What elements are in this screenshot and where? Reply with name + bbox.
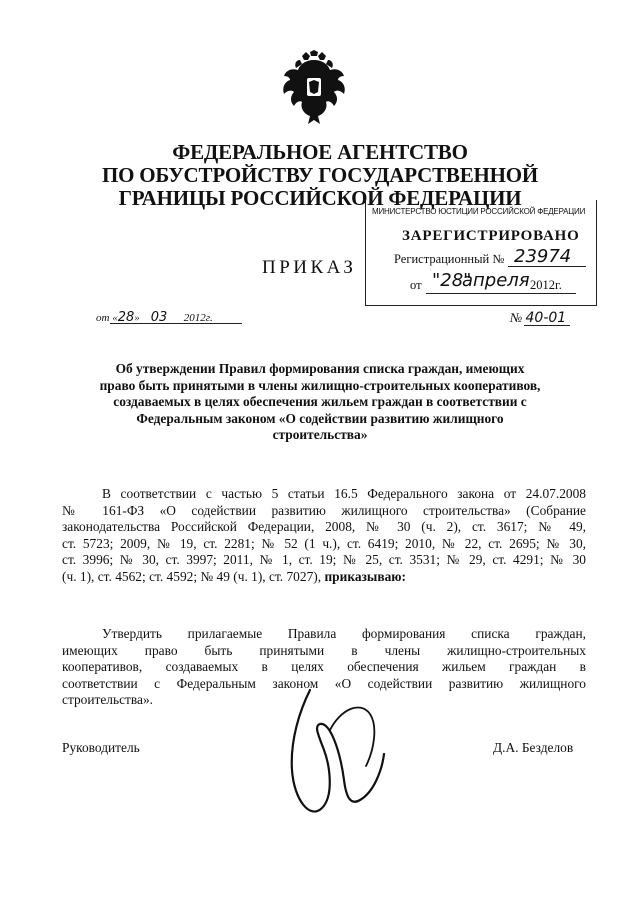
registration-stamp: [365, 200, 597, 306]
stamp-year: 2012г.: [530, 278, 562, 292]
order-title: ПРИКАЗ: [262, 257, 357, 278]
order-subject-heading: [65, 361, 575, 444]
order-date-prefix: от «: [96, 312, 118, 324]
directive-line: имеющих право быть принятыми в члены жилищно-строительных: [62, 642, 586, 658]
preamble-line: ст. 3996; № 30, ст. 3997; 2011, № 1, ст. 19; № 25, ст. 3531; № 29, ст. 4291; № 30: [62, 552, 586, 567]
order-date-mid: »: [134, 312, 140, 324]
preamble-last-line: [62, 569, 586, 586]
preamble-line: № 161-ФЗ «О содействии развитию жилищного строительства» (Собрание: [62, 502, 586, 518]
preamble-line: законодательства Российской Федерации, 2008, № 30 (ч. 2), ст. 3617; № 49,: [62, 519, 586, 534]
stamp-number-underline: [508, 266, 586, 267]
stamp-registered: ЗАРЕГИСТРИРОВАНО: [402, 228, 580, 244]
order-number-value: 40-01: [525, 310, 567, 326]
order-number-underline: [524, 325, 570, 326]
order-number-prefix: №: [510, 310, 523, 325]
heading-line: строительства»: [272, 427, 368, 442]
order-date-month: 03: [150, 310, 168, 325]
heading-line: Федеральным законом «О содействии развитию жилищного: [136, 410, 504, 426]
signatory-title: Руководитель: [62, 740, 140, 755]
preamble-line: В соответствии с частью 5 статьи 16.5 Федерального закона от 24.07.2008: [102, 486, 586, 501]
stamp-registration-number: 23974: [514, 246, 572, 267]
agency-name-line-1: ФЕДЕРАЛЬНОЕ АГЕНТСТВО: [172, 140, 468, 164]
preamble-line: ст. 5723; 2009, № 19, ст. 2281; № 52 (1 ч.), ст. 6419; 2010, № 22, ст. 2695; № 30,: [62, 535, 586, 551]
order-date-underline: [110, 323, 242, 324]
order-keyword: приказываю:: [324, 568, 406, 584]
preamble-paragraph: [62, 486, 586, 585]
stamp-day: "28": [432, 270, 472, 291]
stamp-month: апреля: [462, 270, 530, 291]
directive-line: Утвердить прилагаемые Правила формирования списка граждан,: [102, 626, 586, 641]
heading-line: право быть принятыми в члены жилищно-строительных кооперативов,: [99, 377, 541, 393]
order-date-suffix: г.: [205, 312, 213, 324]
order-number: [510, 310, 566, 326]
agency-name-line-2: ПО ОБУСТРОЙСТВУ ГОСУДАРСТВЕННОЙ: [101, 163, 539, 187]
order-date-year: 2012: [183, 312, 206, 324]
handwritten-signature: [270, 670, 420, 840]
preamble-line: (ч. 1), ст. 4562; ст. 4592; № 49 (ч. 1), ст. 7027),: [62, 568, 325, 584]
agency-name-line-3: ГРАНИЦЫ РОССИЙСКОЙ ФЕДЕРАЦИИ: [118, 186, 522, 210]
directive-line: кооперативов, создаваемых в целях обеспечения жильем граждан в: [62, 659, 586, 674]
order-date-day: 28: [117, 310, 135, 325]
directive-line: соответствии с Федеральным законом «О содействии развитию жилищного: [62, 675, 586, 691]
heading-line: создаваемых в целях обеспечения жильем граждан в соответствии с: [113, 394, 527, 409]
stamp-ministry: МИНИСТЕРСТВО ЮСТИЦИИ РОССИЙСКОЙ ФЕДЕРАЦИИ: [372, 207, 586, 216]
directive-line: строительства».: [62, 692, 154, 707]
stamp-from-label: от: [410, 278, 422, 292]
signatory-name: Д.А. Безделов: [493, 740, 574, 755]
stamp-registration-label: Регистрационный №: [394, 252, 505, 266]
heading-line: Об утверждении Правил формирования списка граждан, имеющих: [115, 361, 525, 376]
stamp-date-underline: [426, 293, 576, 294]
double-headed-eagle-emblem: [280, 50, 348, 130]
